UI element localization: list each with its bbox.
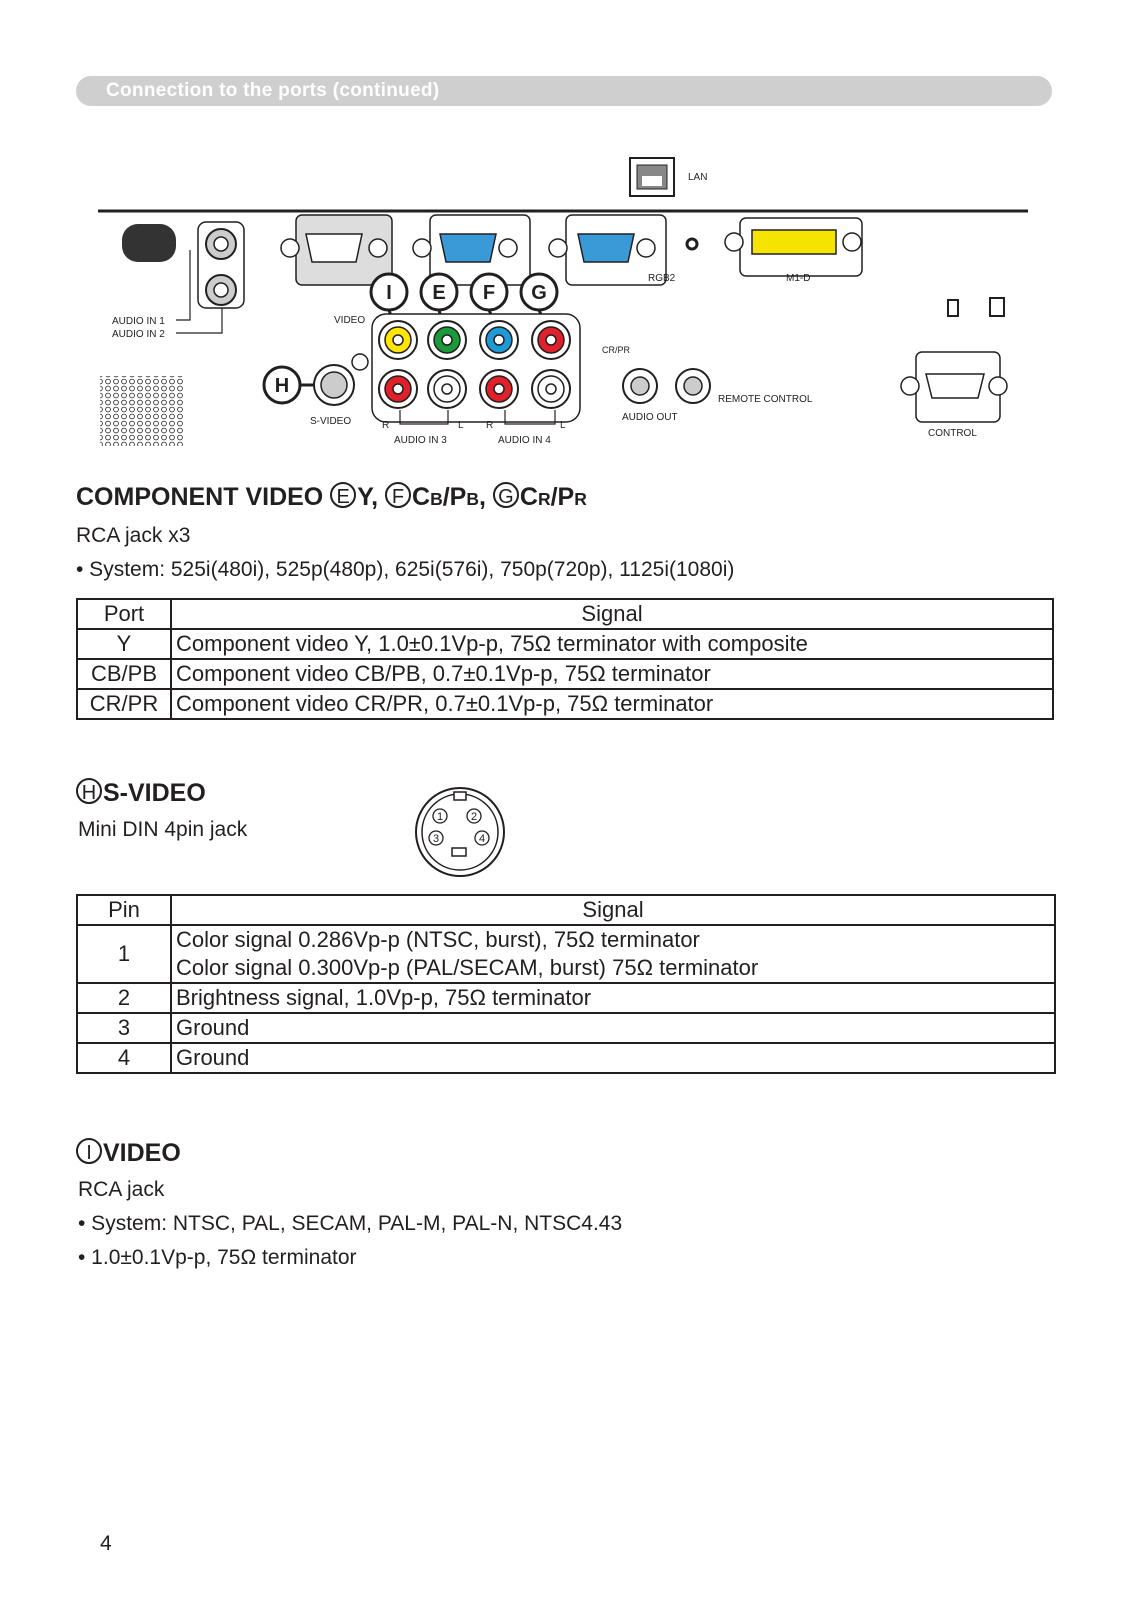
rear-panel-diagram	[0, 130, 1128, 460]
callout-i-icon: I	[76, 1138, 102, 1164]
lan-port-icon	[630, 158, 674, 196]
svg-text:3: 3	[432, 833, 440, 845]
video-label: VIDEO	[334, 315, 366, 326]
remote-control-label: REMOTE CONTROL	[718, 394, 813, 405]
pin-cell: 3	[77, 1013, 171, 1043]
col-pin: Pin	[77, 895, 171, 925]
cr-pr-label: CR/PR	[602, 345, 631, 355]
svg-text:I: I	[386, 282, 392, 304]
col-port: Port	[77, 599, 171, 629]
indicator-icon	[687, 239, 697, 249]
svg-text:4: 4	[478, 833, 486, 845]
audio-in-2-label: AUDIO IN 2	[112, 329, 165, 340]
table-row	[77, 1013, 1055, 1043]
component-heading-text: COMPONENT VIDEO	[76, 483, 324, 511]
svg-text:2: 2	[470, 811, 478, 823]
mini-din-pinout-icon	[410, 786, 510, 878]
port-cell: Y	[77, 629, 171, 659]
component-jack-desc: RCA jack x3	[76, 524, 191, 547]
section-title: Connection to the ports (continued)	[106, 80, 440, 101]
svg-text:E: E	[432, 282, 446, 304]
audio-in-4-label: AUDIO IN 4	[498, 435, 551, 446]
col-signal: Signal	[171, 895, 1055, 925]
component-video-heading: COMPONENT VIDEO E Y, F CB/PB, G CR/PR	[76, 483, 587, 511]
video-heading	[76, 1138, 181, 1168]
pin-cell: 4	[77, 1043, 171, 1073]
svg-text:H: H	[274, 375, 290, 397]
control-port-icon	[901, 352, 1007, 422]
s-video-heading-text: S-VIDEO	[103, 779, 206, 807]
slot-icon	[948, 300, 958, 316]
rgb2-label: RGB2	[648, 273, 676, 284]
section-header-bar	[76, 76, 1052, 106]
speaker-grille-icon	[100, 376, 184, 446]
port-cell: CB/PB	[77, 659, 171, 689]
table-row	[77, 689, 1053, 719]
table-header-row	[77, 599, 1053, 629]
s-video-jack-icon	[314, 354, 368, 405]
callout-h-icon: H	[76, 778, 102, 804]
audio-in-3-label: AUDIO IN 3	[394, 435, 447, 446]
signal-cell: Ground	[171, 1013, 1055, 1043]
callout-e-icon: E	[330, 482, 356, 508]
s-video-heading	[76, 778, 206, 808]
audio-out-jack-icon	[623, 369, 657, 403]
s-video-jack-desc: Mini DIN 4pin jack	[78, 818, 248, 841]
table-row	[77, 1043, 1055, 1073]
vga-port-1-icon	[281, 215, 392, 285]
audio-in-1-label: AUDIO IN 1	[112, 316, 165, 327]
signal-cell: Component video CB/PB, 0.7±0.1Vp-p, 75Ω terminator	[171, 659, 1053, 689]
m1d-label: M1-D	[786, 273, 811, 284]
pin-cell: 1	[77, 925, 171, 983]
signal-cell: Component video Y, 1.0±0.1Vp-p, 75Ω terminator with composite	[171, 629, 1053, 659]
col-signal: Signal	[171, 599, 1053, 629]
l-label: L	[458, 420, 464, 431]
signal-line: Color signal 0.286Vp-p (NTSC, burst), 75Ω terminator	[176, 927, 700, 952]
callout-g-icon: G	[493, 482, 519, 508]
signal-line: Color signal 0.300Vp-p (PAL/SECAM, burst) 75Ω terminator	[176, 955, 759, 980]
table-row	[77, 983, 1055, 1013]
callout-f-icon: F	[385, 482, 411, 508]
table-row	[77, 925, 1055, 983]
video-system: • System: NTSC, PAL, SECAM, PAL-M, PAL-N, NTSC4.43	[78, 1212, 623, 1235]
svg-text:G: G	[531, 282, 547, 304]
page-number: 4	[100, 1532, 112, 1555]
svg-text:F: F	[482, 282, 496, 304]
s-video-signal-table	[76, 894, 1056, 1074]
table-header-row	[77, 895, 1055, 925]
signal-cell: Component video CR/PR, 0.7±0.1Vp-p, 75Ω terminator	[171, 689, 1053, 719]
port-cell: CR/PR	[77, 689, 171, 719]
video-jack-desc: RCA jack	[78, 1178, 165, 1201]
remote-control-jack-icon	[676, 369, 710, 403]
audio-out-label: AUDIO OUT	[622, 412, 678, 423]
control-label: CONTROL	[928, 428, 977, 439]
component-system: • System: 525i(480i), 525p(480p), 625i(576i), 750p(720p), 1125i(1080i)	[76, 558, 735, 581]
table-row	[77, 659, 1053, 689]
r-label-2: R	[486, 420, 494, 431]
svg-text:1: 1	[436, 811, 444, 823]
table-row	[77, 629, 1053, 659]
component-signal-table	[76, 598, 1054, 720]
security-lock-icon	[990, 298, 1004, 316]
audio-in-1-2-jacks	[176, 222, 244, 333]
signal-cell: Brightness signal, 1.0Vp-p, 75Ω terminator	[171, 983, 1055, 1013]
r-label: R	[382, 420, 390, 431]
pin-cell: 2	[77, 983, 171, 1013]
video-level: • 1.0±0.1Vp-p, 75Ω terminator	[78, 1246, 357, 1269]
video-heading-text: VIDEO	[103, 1139, 181, 1167]
signal-cell	[171, 925, 1055, 983]
knob-icon	[122, 224, 176, 262]
s-video-label: S-VIDEO	[310, 416, 352, 427]
m1d-port-icon	[725, 218, 862, 276]
lan-label: LAN	[688, 172, 708, 183]
l-label-2: L	[560, 420, 566, 431]
signal-cell: Ground	[171, 1043, 1055, 1073]
